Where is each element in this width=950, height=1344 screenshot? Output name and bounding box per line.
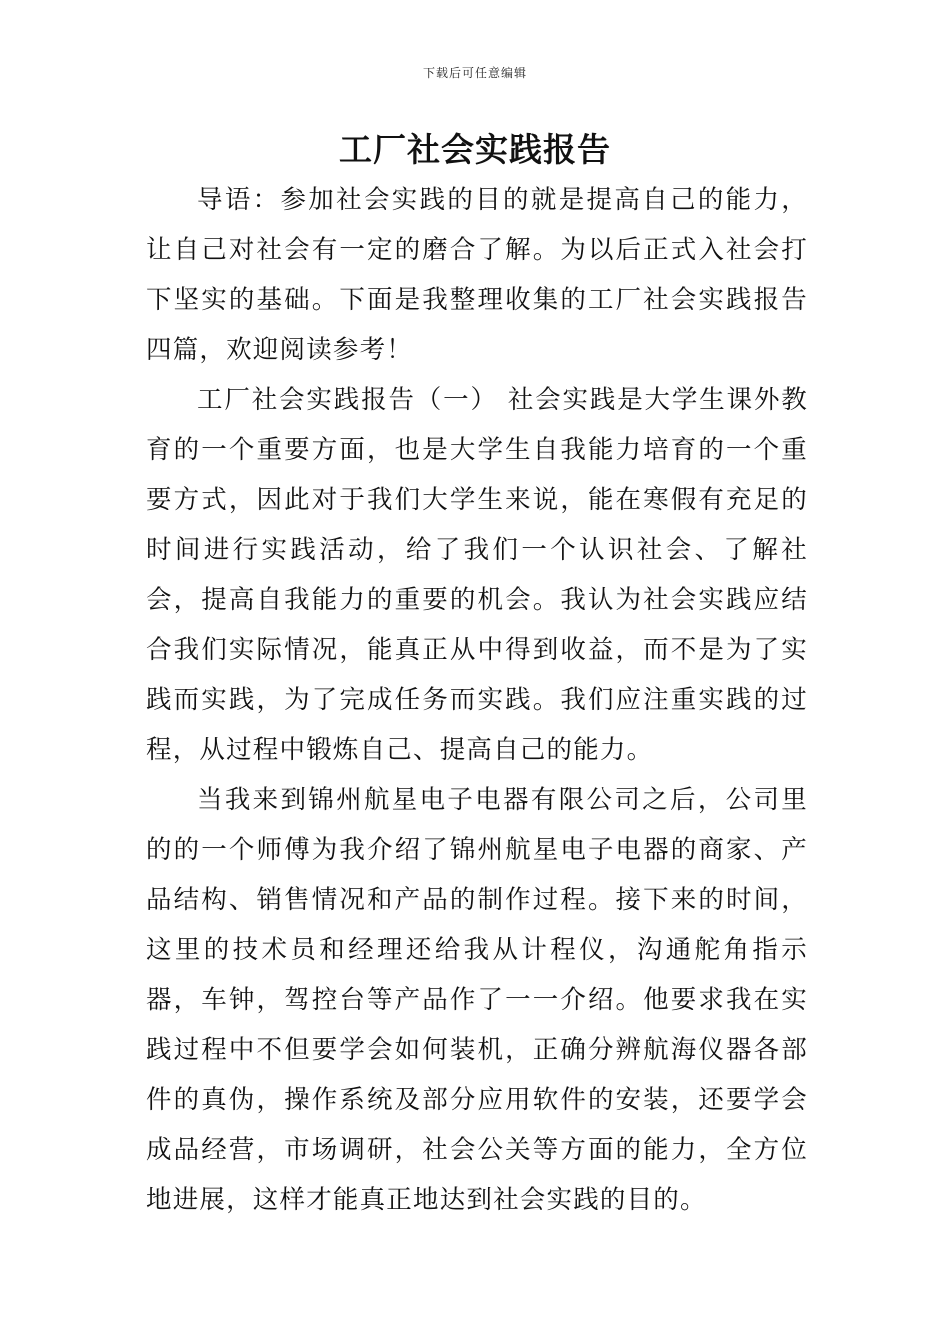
- section1-heading: 工厂社会实践报告（一）: [197, 385, 498, 415]
- section1-lead-text: 社会实践是大学生课外教育的一个重要方面，也是大学生自我能力培育的一个重要方式，因此对于我们大学生来说，能在寒假有充足的时间进行实践活动，给了我们一个认识社会、了解社会，提高自我能力的重要的机会。我认为社会实践应结合我们实际情况，能真正从中得到收益，而不是为了实践而实践，为了完成任务而实践。我们应注重实践的过程，从过程中锻炼自己、提高自己的能力。: [146, 385, 809, 765]
- document-title: 工厂社会实践报告: [339, 130, 611, 169]
- paragraph-2: 当我来到锦州航星电子电器有限公司之后，公司里的的一个师傅为我介绍了锦州航星电子电器的商家、产品结构、销售情况和产品的制作过程。接下来的时间，这里的技术员和经理还给我从计程仪，沟通舵角指示器，车钟，驾控台等产品作了一一介绍。他要求我在实践过程中不但要学会如何装机，正确分辨航海仪器各部件的真伪，操作系统及部分应用软件的安装，还要学会成品经营，市场调研，社会公关等方面的能力，全方位地进展，这样才能真正地达到社会实践的目的。: [146, 785, 808, 1215]
- page-header-note: 下载后可任意编辑: [422, 66, 527, 80]
- section1-paragraph: [146, 375, 808, 775]
- document-body: [146, 175, 808, 1225]
- intro-paragraph: 导语：参加社会实践的目的就是提高自己的能力，让自己对社会有一定的磨合了解。为以后正式入社会打下坚实的基础。下面是我整理收集的工厂社会实践报告四篇，欢迎阅读参考！: [146, 185, 808, 365]
